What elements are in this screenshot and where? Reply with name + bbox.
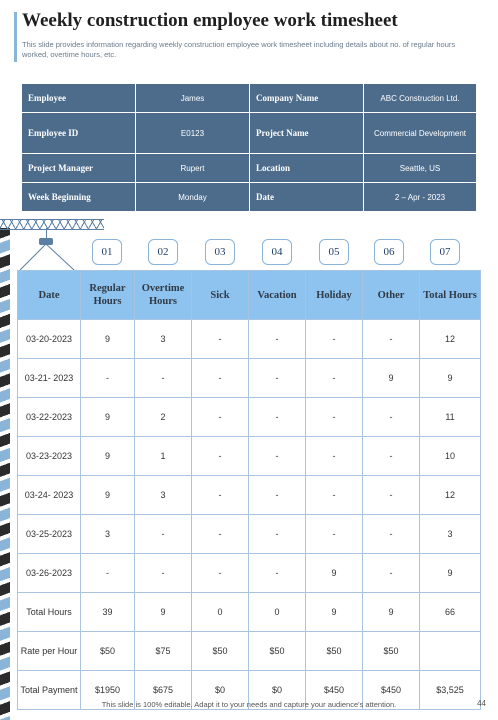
footer-note: This slide is 100% editable. Adapt it to your needs and capture your audience's attention. xyxy=(101,700,397,709)
table-cell: 9 xyxy=(306,554,363,593)
info-key: Location xyxy=(250,154,364,183)
table-cell: $3,525 xyxy=(420,671,481,710)
table-cell: $50 xyxy=(306,632,363,671)
table-cell: 3 xyxy=(135,476,192,515)
table-row xyxy=(18,320,481,359)
table-cell: 0 xyxy=(249,593,306,632)
row-label-cell: 03-20-2023 xyxy=(18,320,81,359)
timesheet-table xyxy=(17,270,481,710)
info-row xyxy=(22,183,477,212)
column-header: Date xyxy=(18,271,81,320)
table-cell: - xyxy=(192,320,249,359)
table-cell: 0 xyxy=(192,593,249,632)
table-row xyxy=(18,632,481,671)
table-cell: $450 xyxy=(306,671,363,710)
column-number-badge: 06 xyxy=(374,239,404,265)
column-number-badge: 02 xyxy=(148,239,178,265)
table-cell: - xyxy=(192,476,249,515)
table-cell: 39 xyxy=(81,593,135,632)
table-cell: - xyxy=(135,554,192,593)
crane-jib-decoration xyxy=(0,219,104,230)
crane-pole-decoration xyxy=(0,228,10,720)
info-value: Rupert xyxy=(136,154,250,183)
table-cell: 9 xyxy=(81,476,135,515)
table-cell: - xyxy=(306,515,363,554)
page-title: Weekly construction employee work timesheet xyxy=(22,10,398,31)
table-cell: - xyxy=(249,320,306,359)
table-row xyxy=(18,398,481,437)
timesheet-body xyxy=(18,320,481,710)
row-label-cell: 03-25-2023 xyxy=(18,515,81,554)
table-row xyxy=(18,593,481,632)
crane-ropes-decoration xyxy=(18,244,78,272)
table-cell: $50 xyxy=(81,632,135,671)
column-number-badge: 04 xyxy=(262,239,292,265)
table-cell: - xyxy=(363,320,420,359)
table-row xyxy=(18,554,481,593)
table-cell: 9 xyxy=(420,554,481,593)
column-header: Regular Hours xyxy=(81,271,135,320)
table-cell: 9 xyxy=(135,593,192,632)
page-number: 44 xyxy=(477,699,486,708)
table-cell: 12 xyxy=(420,320,481,359)
table-cell: - xyxy=(363,437,420,476)
table-cell: - xyxy=(249,515,306,554)
column-header: Total Hours xyxy=(420,271,481,320)
table-cell: - xyxy=(249,476,306,515)
info-value: James xyxy=(136,84,250,113)
column-number-badge: 07 xyxy=(430,239,460,265)
table-cell: - xyxy=(192,437,249,476)
table-cell: - xyxy=(81,359,135,398)
table-cell: - xyxy=(306,476,363,515)
info-key: Company Name xyxy=(250,84,364,113)
row-label-cell: 03-24- 2023 xyxy=(18,476,81,515)
table-cell: - xyxy=(306,437,363,476)
table-cell: 2 xyxy=(135,398,192,437)
table-cell: - xyxy=(249,359,306,398)
table-cell: - xyxy=(306,398,363,437)
table-cell: - xyxy=(249,554,306,593)
table-cell: $675 xyxy=(135,671,192,710)
table-cell: $75 xyxy=(135,632,192,671)
info-row xyxy=(22,84,477,113)
table-cell: 3 xyxy=(81,515,135,554)
table-cell: 10 xyxy=(420,437,481,476)
table-cell: 9 xyxy=(363,359,420,398)
table-cell: $50 xyxy=(249,632,306,671)
column-number-badge: 03 xyxy=(205,239,235,265)
table-cell: 3 xyxy=(135,320,192,359)
table-cell: - xyxy=(192,359,249,398)
table-cell: - xyxy=(135,359,192,398)
table-cell: - xyxy=(363,398,420,437)
table-row xyxy=(18,515,481,554)
column-header: Other xyxy=(363,271,420,320)
column-number-badge: 01 xyxy=(92,239,122,265)
table-cell: - xyxy=(249,398,306,437)
info-value: Monday xyxy=(136,183,250,212)
column-header: Overtime Hours xyxy=(135,271,192,320)
info-key: Employee xyxy=(22,84,136,113)
table-cell: - xyxy=(135,515,192,554)
table-cell: - xyxy=(249,437,306,476)
table-cell: $450 xyxy=(363,671,420,710)
column-number-badge: 05 xyxy=(319,239,349,265)
table-cell: 9 xyxy=(81,398,135,437)
info-row xyxy=(22,154,477,183)
table-cell: $50 xyxy=(192,632,249,671)
info-value: Commercial Development xyxy=(364,113,477,154)
table-cell: 9 xyxy=(306,593,363,632)
info-key: Project Manager xyxy=(22,154,136,183)
table-cell: 66 xyxy=(420,593,481,632)
info-key: Date xyxy=(250,183,364,212)
info-key: Project Name xyxy=(250,113,364,154)
table-row xyxy=(18,437,481,476)
table-cell: 9 xyxy=(363,593,420,632)
row-label-cell: Total Hours xyxy=(18,593,81,632)
table-cell: 3 xyxy=(420,515,481,554)
table-cell: - xyxy=(81,554,135,593)
info-value: E0123 xyxy=(136,113,250,154)
table-row xyxy=(18,359,481,398)
table-cell: - xyxy=(363,554,420,593)
table-cell: 11 xyxy=(420,398,481,437)
table-cell: - xyxy=(192,398,249,437)
info-key: Employee ID xyxy=(22,113,136,154)
info-value: Seattle, US xyxy=(364,154,477,183)
row-label-cell: 03-23-2023 xyxy=(18,437,81,476)
table-cell: 1 xyxy=(135,437,192,476)
row-label-cell: 03-26-2023 xyxy=(18,554,81,593)
accent-bar xyxy=(14,12,17,62)
info-key: Week Beginning xyxy=(22,183,136,212)
table-cell xyxy=(420,632,481,671)
row-label-cell: Rate per Hour xyxy=(18,632,81,671)
column-header: Holiday xyxy=(306,271,363,320)
column-header: Vacation xyxy=(249,271,306,320)
table-cell: - xyxy=(306,320,363,359)
table-cell: 9 xyxy=(81,437,135,476)
table-cell: 9 xyxy=(81,320,135,359)
table-row xyxy=(18,476,481,515)
table-cell: 9 xyxy=(420,359,481,398)
row-label-cell: 03-22-2023 xyxy=(18,398,81,437)
table-cell: - xyxy=(192,554,249,593)
table-cell: $1950 xyxy=(81,671,135,710)
table-cell: - xyxy=(363,476,420,515)
page-subtitle: This slide provides information regarding weekly construction employee work timesheet including details about no. of regular hours worked, overtime hours, etc. xyxy=(22,40,456,59)
table-cell: - xyxy=(192,515,249,554)
table-cell: - xyxy=(363,515,420,554)
column-header: Sick xyxy=(192,271,249,320)
employee-info-table xyxy=(21,83,477,212)
info-value: ABC Construction Ltd. xyxy=(364,84,477,113)
table-cell: $0 xyxy=(249,671,306,710)
table-cell: $0 xyxy=(192,671,249,710)
row-label-cell: 03-21- 2023 xyxy=(18,359,81,398)
table-cell: - xyxy=(306,359,363,398)
row-label-cell: Total Payment xyxy=(18,671,81,710)
table-header-row xyxy=(18,271,481,320)
info-row xyxy=(22,113,477,154)
table-cell: $50 xyxy=(363,632,420,671)
table-cell: 12 xyxy=(420,476,481,515)
info-value: 2 – Apr - 2023 xyxy=(364,183,477,212)
